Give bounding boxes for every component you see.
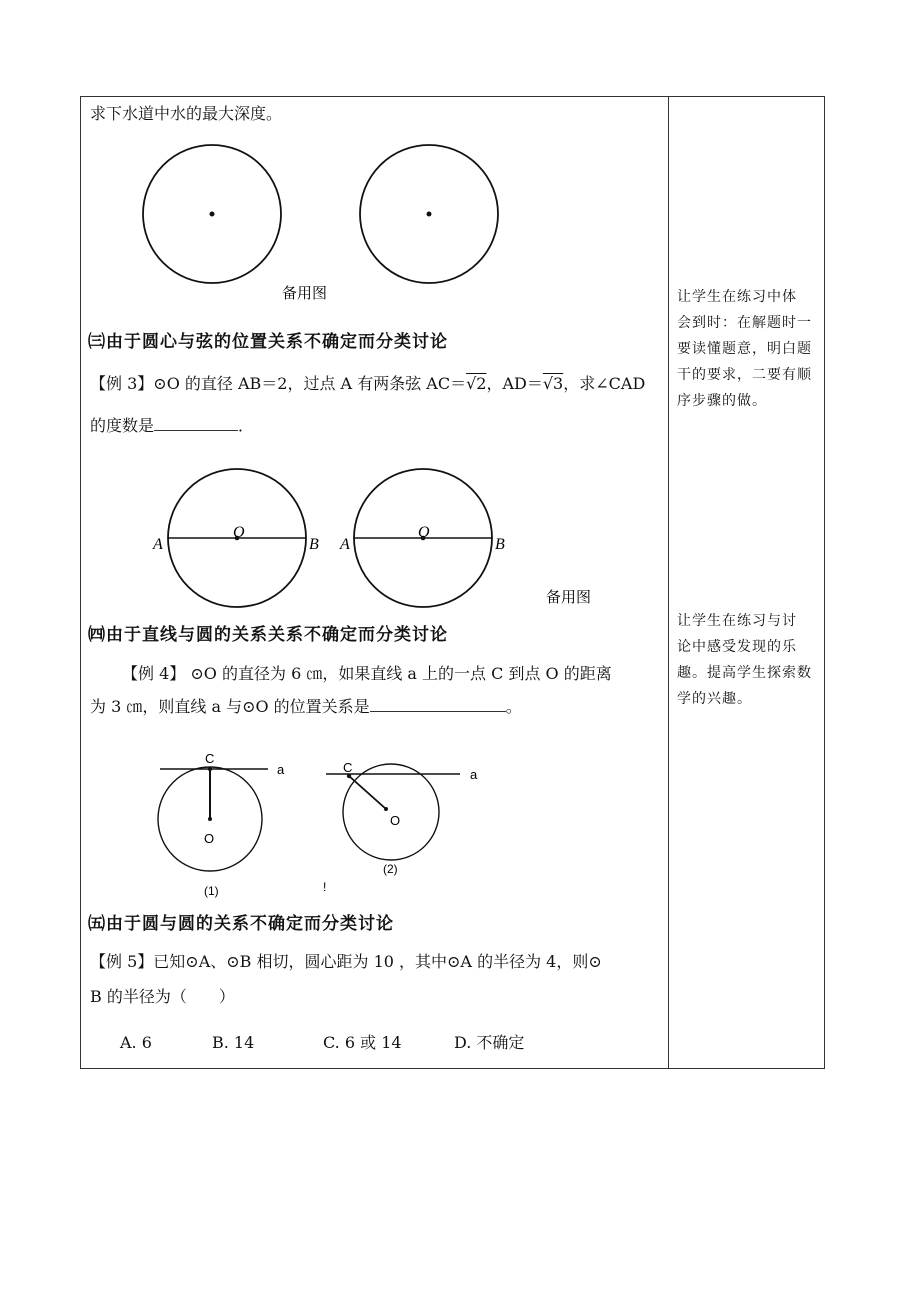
note1-line: 要读懂题意，明白题 xyxy=(677,341,812,357)
spare-center-right xyxy=(427,212,432,217)
fig1-label-o: O xyxy=(204,831,215,846)
example3-figure xyxy=(145,465,615,615)
section4-heading: ㈣由于直线与圆的关系关系不确定而分类讨论 xyxy=(88,625,448,645)
sqrt-3: √3 xyxy=(542,374,564,393)
example4-line2 xyxy=(90,697,522,717)
fig2-circle xyxy=(343,764,439,860)
ex3-label-b-right: B xyxy=(495,536,505,553)
example4-text-end: 。 xyxy=(505,697,522,716)
note2-line: 学的兴趣。 xyxy=(677,691,752,707)
example3-label: 【例 3】 xyxy=(90,374,154,393)
teaching-note-2 xyxy=(677,608,822,712)
teaching-note-1 xyxy=(677,284,822,414)
note1-line: 让学生在练习中体 xyxy=(677,289,797,305)
note1-line: 序步骤的做。 xyxy=(677,393,767,409)
option-d[interactable]: D. 不确定 xyxy=(454,1033,525,1052)
section5-heading: ㈤由于圆与圆的关系不确定而分类讨论 xyxy=(88,914,394,934)
note1-line: 会到时：在解题时一 xyxy=(677,315,812,331)
intro-line: 求下水道中水的最大深度。 xyxy=(90,104,283,123)
example5-text-a: 已知⊙A、⊙B 相切，圆心距为 10 ，其中⊙A 的半径为 4，则⊙ xyxy=(153,952,602,971)
fig2-label-a: a xyxy=(470,767,478,782)
example5-label: 【例 5】 xyxy=(90,952,154,971)
section3-heading: ㈢由于圆心与弦的位置关系不确定而分类讨论 xyxy=(88,332,448,352)
example3-line1 xyxy=(90,374,645,394)
sqrt-2: √2 xyxy=(466,374,487,393)
note2-line: 趣。提高学生探索数 xyxy=(677,665,812,681)
fig1-caption: (1) xyxy=(204,884,219,898)
ex3-label-b-left: B xyxy=(309,536,319,553)
ex3-label-a-right: A xyxy=(340,536,350,553)
option-b[interactable]: B. 14 xyxy=(212,1033,255,1052)
fig1-label-c: C xyxy=(205,751,215,766)
note1-line: 干的要求，二要有顺 xyxy=(677,367,812,383)
spare-circles-figure xyxy=(130,140,520,310)
example5-line2: B 的半径为（ ） xyxy=(90,987,235,1006)
example3-text-a: ⊙O 的直径 AB＝2，过点 A 有两条弦 AC＝ xyxy=(153,374,467,393)
example4-label: 【例 4】 xyxy=(122,664,186,683)
ex3-label-a-left: A xyxy=(153,536,163,553)
example3-line2-end: ． xyxy=(238,416,255,435)
example4-text-b: 为 3 ㎝，则直线 a 与⊙O 的位置关系是 xyxy=(90,697,370,716)
answer-blank-4[interactable] xyxy=(370,697,506,712)
fig1-center xyxy=(208,817,212,821)
example3-text-b: ，AD＝ xyxy=(486,374,543,393)
fig1-label-a: a xyxy=(277,762,285,777)
fig2-caption: (2) xyxy=(383,862,398,876)
example4-figure xyxy=(150,745,490,905)
ex3-label-o-left: O xyxy=(233,524,245,541)
spare-center-left xyxy=(210,212,215,217)
note2-line: 论中感受发现的乐 xyxy=(677,639,797,655)
spare-label-2: 备用图 xyxy=(546,588,592,606)
example4-line1 xyxy=(122,664,612,684)
answer-blank-3[interactable] xyxy=(154,416,238,431)
example3-text-c: ，求∠CAD xyxy=(563,374,646,393)
fig1-point-c xyxy=(208,767,212,771)
option-a[interactable]: A. 6 xyxy=(120,1033,152,1052)
example5-line1 xyxy=(90,952,602,972)
fig2-center xyxy=(384,807,388,811)
example3-line2 xyxy=(90,416,254,436)
example4-text-a: ⊙O 的直径为 6 ㎝，如果直线 a 上的一点 C 到点 O 的距离 xyxy=(190,664,612,683)
spare-label-1: 备用图 xyxy=(282,284,328,302)
fig2-radius xyxy=(349,776,386,809)
stray-mark: ! xyxy=(323,880,327,894)
column-divider xyxy=(668,96,669,1069)
ex3-label-o-right: O xyxy=(418,524,430,541)
example3-line2-text: 的度数是 xyxy=(90,416,155,435)
option-c[interactable]: C. 6 或 14 xyxy=(323,1033,402,1052)
note2-line: 让学生在练习与讨 xyxy=(677,613,797,629)
fig2-label-o: O xyxy=(390,813,401,828)
fig2-label-c: C xyxy=(343,760,353,775)
